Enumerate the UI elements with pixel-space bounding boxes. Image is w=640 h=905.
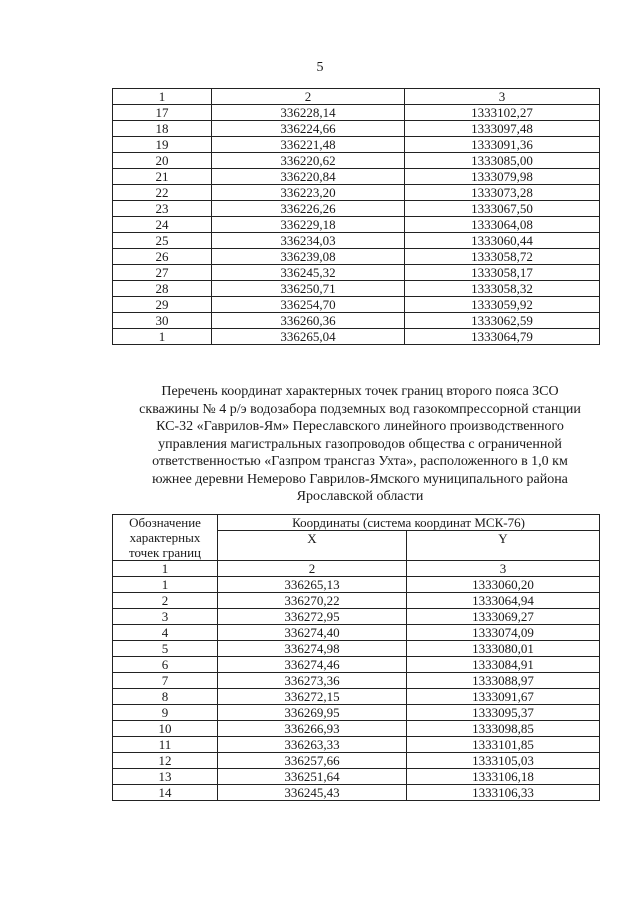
table-row [113,249,600,265]
table-cell: 3 [405,89,600,105]
table-number-row [113,561,600,577]
table-row [113,689,600,705]
heading-line: Перечень координат характерных точек границ второго пояса ЗСО [161,384,559,399]
table-cell: 336270,22 [218,593,407,609]
table-cell: 1 [113,577,218,593]
table-cell: 336274,46 [218,657,407,673]
table-cell: 1333106,18 [407,769,600,785]
table-cell: 14 [113,785,218,801]
table-row [113,785,600,801]
table-cell: 24 [113,217,212,233]
table-cell: 336234,03 [212,233,405,249]
table-row [113,577,600,593]
table-cell: 336245,43 [218,785,407,801]
table-cell: 17 [113,105,212,121]
table-cell: 1333058,72 [405,249,600,265]
table-cell: 336266,93 [218,721,407,737]
table-cell: 336274,98 [218,641,407,657]
table-cell: 1333059,92 [405,297,600,313]
table-row [113,185,600,201]
table-cell: 1 [113,329,212,345]
table-cell: 5 [113,641,218,657]
coordinates-table-second-zone [112,514,600,801]
table-row [113,657,600,673]
table-cell: 4 [113,625,218,641]
table-cell: 1333085,00 [405,153,600,169]
table-cell: 1333058,17 [405,265,600,281]
table-row [113,169,600,185]
table-row [113,105,600,121]
table-row [113,201,600,217]
x-header: X [218,531,407,561]
table-cell: 336251,64 [218,769,407,785]
table-cell: 29 [113,297,212,313]
table-cell: 336263,33 [218,737,407,753]
table-cell: 1333058,32 [405,281,600,297]
table-cell: 1333060,44 [405,233,600,249]
table-row [113,281,600,297]
table-header-row [113,89,600,105]
table-cell: 30 [113,313,212,329]
table-cell: 1333102,27 [405,105,600,121]
table-cell: 28 [113,281,212,297]
table-cell: 12 [113,753,218,769]
table-cell: 1333074,09 [407,625,600,641]
table-cell: 1333101,85 [407,737,600,753]
table-cell: 336229,18 [212,217,405,233]
table-cell: 1333080,01 [407,641,600,657]
table-row [113,265,600,281]
table-cell: 1333084,91 [407,657,600,673]
table-cell: 336260,36 [212,313,405,329]
table-cell: 1333097,48 [405,121,600,137]
table-cell: 9 [113,705,218,721]
table-row [113,609,600,625]
table-cell: 336224,66 [212,121,405,137]
table-row [113,641,600,657]
table-cell: 2 [212,89,405,105]
coord-system-header: Координаты (система координат МСК-76) [218,515,600,531]
table-row [113,121,600,137]
heading-line: ответственностью «Газпром трансгаз Ухта», расположенного в 1,0 км [152,454,568,469]
table-cell: 336265,13 [218,577,407,593]
table-cell: 336269,95 [218,705,407,721]
table-header-row [113,515,600,531]
table-cell: 336272,95 [218,609,407,625]
heading-line: КС-32 «Гаврилов-Ям» Переславского линейного производственного [156,419,564,434]
table-cell: 1333079,98 [405,169,600,185]
table-cell: 2 [218,561,407,577]
table-row [113,705,600,721]
table-cell: 21 [113,169,212,185]
table-cell: 1333091,36 [405,137,600,153]
col-designation-header: Обозначение характерных точек границ [113,515,218,561]
table-row [113,217,600,233]
table-cell: 1333088,97 [407,673,600,689]
table-cell: 27 [113,265,212,281]
table-cell: 18 [113,121,212,137]
table-row [113,737,600,753]
table-cell: 22 [113,185,212,201]
table-cell: 336265,04 [212,329,405,345]
table-cell: 336250,71 [212,281,405,297]
table-cell: 1333073,28 [405,185,600,201]
table-cell: 11 [113,737,218,753]
table-row [113,329,600,345]
table-cell: 1333064,94 [407,593,600,609]
table-row [113,753,600,769]
table-cell: 3 [113,609,218,625]
table-cell: 1333098,85 [407,721,600,737]
table-cell: 1 [113,89,212,105]
table-cell: 336221,48 [212,137,405,153]
table-row [113,625,600,641]
table-cell: 1333069,27 [407,609,600,625]
table-cell: 336273,36 [218,673,407,689]
table-cell: 1333095,37 [407,705,600,721]
heading-line: управления магистральных газопроводов общества с ограниченной [158,436,562,452]
table-cell: 1333064,79 [405,329,600,345]
table-row [113,721,600,737]
table-cell: 336228,14 [212,105,405,121]
table-cell: 1333064,08 [405,217,600,233]
heading-line: Ярославской области [296,489,424,504]
y-header: Y [407,531,600,561]
table-cell: 336226,26 [212,201,405,217]
table-row [113,593,600,609]
table-cell: 10 [113,721,218,737]
table-cell: 1333106,33 [407,785,600,801]
table-row [113,297,600,313]
table-cell: 2 [113,593,218,609]
table-cell: 1333105,03 [407,753,600,769]
table-row [113,153,600,169]
section-heading [120,383,600,506]
table-cell: 6 [113,657,218,673]
table-cell: 1333060,20 [407,577,600,593]
table-cell: 26 [113,249,212,265]
table-cell: 8 [113,689,218,705]
table-cell: 25 [113,233,212,249]
table-cell: 7 [113,673,218,689]
heading-line: скважины № 4 р/э водозабора подземных вод газокомпрессорной станции [139,401,581,417]
table-cell: 336272,15 [218,689,407,705]
coordinates-table-continued [112,88,600,345]
table-cell: 336239,08 [212,249,405,265]
table-row [113,137,600,153]
table-cell: 1333067,50 [405,201,600,217]
heading-line: южнее деревни Немерово Гаврилов-Ямского муниципального района [152,471,568,487]
table-cell: 336223,20 [212,185,405,201]
table-cell: 1333062,59 [405,313,600,329]
table-cell: 336245,32 [212,265,405,281]
table-cell: 336254,70 [212,297,405,313]
table-cell: 23 [113,201,212,217]
table-cell: 336274,40 [218,625,407,641]
table-cell: 19 [113,137,212,153]
table-row [113,313,600,329]
table-cell: 336257,66 [218,753,407,769]
page-number: 5 [316,60,324,75]
table-row [113,673,600,689]
table-cell: 1333091,67 [407,689,600,705]
table-row [113,233,600,249]
table-row [113,769,600,785]
table-cell: 20 [113,153,212,169]
table-cell: 13 [113,769,218,785]
table-cell: 336220,62 [212,153,405,169]
table-cell: 3 [407,561,600,577]
table-cell: 336220,84 [212,169,405,185]
table-cell: 1 [113,561,218,577]
